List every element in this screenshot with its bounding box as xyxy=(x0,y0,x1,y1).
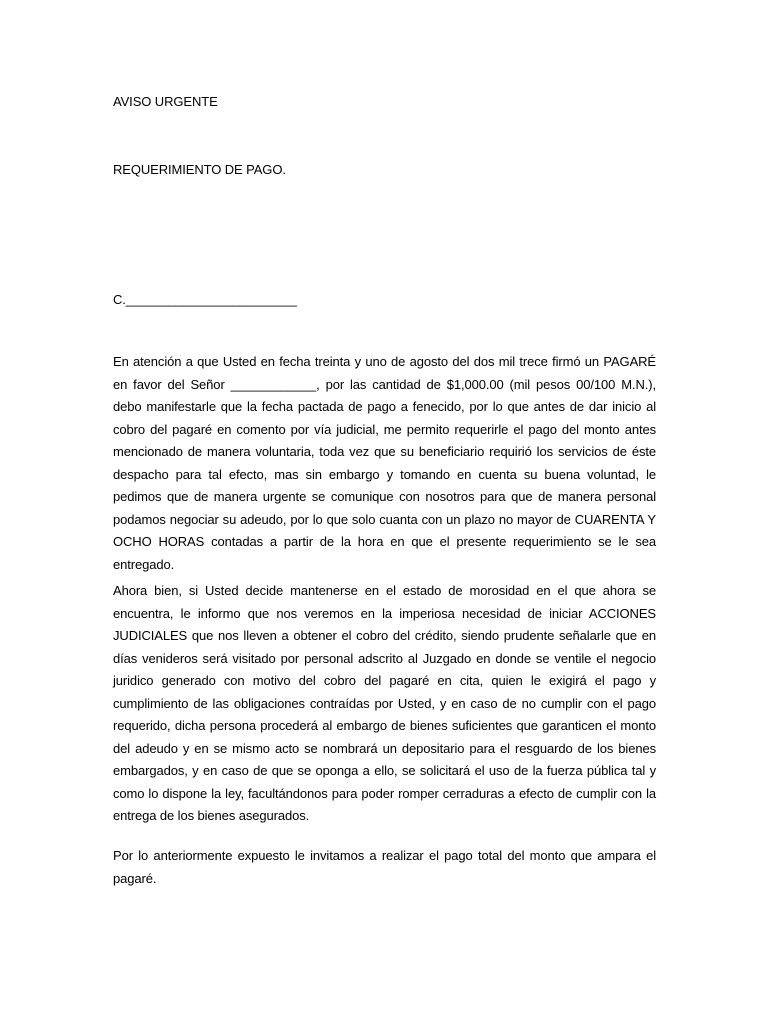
recipient-line: C.________________________ xyxy=(113,292,297,307)
paragraph-2-text: Ahora bien, si Usted decide mantenerse en el estado de morosidad en el que ahora se encuentra, le informo que nos veremos en la imperiosa necesidad de iniciar ACCIONES JUDICIALES que nos lleven a obtener el cobro del crédito, siendo prudente señalarle que en días venideros será visitado por personal adscrito al Juzgado en donde se ventile el negocio juridico generado con motivo del cobro del pagaré en cita, quien le exigirá el pago y cumplimiento de las obligaciones contraídas por Usted, y en caso de no cumplir con el pago requerido, dicha persona procederá al embargo de bienes suficientes que garanticen el monto del adeudo y en se mismo acto se nombrará un depositario para el resguardo de los bienes embargados, y en caso de que se oponga a ello, se solicitará el uso de la fuerza pública tal y como lo dispone la ley, facultándonos para poder romper cerraduras a efecto de cumplir con la entrega de los bienes asegurados. xyxy=(113,583,656,823)
document-heading: AVISO URGENTE xyxy=(113,94,218,109)
paragraph-1-text: En atención a que Usted en fecha treinta y uno de agosto del dos mil trece firmó un PAGARÉ en favor del Señor ____________, por las cantidad de $1,000.00 (mil pesos 00/100 M.N.), debo manifestarle que la fecha pactada de pago a fenecido, por lo que antes de dar inicio al cobro del pagaré en comento por vía judicial, me permito requerirle el pago del monto antes mencionado de manera voluntaria, toda vez que su beneficiario requirió los servicios de éste despacho para tal efecto, mas sin embargo y tomando en cuenta su buena voluntad, le pedimos que de manera urgente se comunique con nosotros para que de manera personal podamos negociar su adeudo, por lo que solo cuanta con un plazo no mayor de CUARENTA Y OCHO HORAS contadas a partir de la hora en que el presente requerimiento se le sea entregado. xyxy=(113,354,656,572)
paragraph-2 xyxy=(113,580,656,828)
paragraph-1 xyxy=(113,351,656,576)
paragraph-3-text: Por lo anteriormente expuesto le invitamos a realizar el pago total del monto que ampara el pagaré. xyxy=(113,848,656,886)
paragraph-3 xyxy=(113,845,656,890)
document-subheading: REQUERIMIENTO DE PAGO. xyxy=(113,162,286,177)
